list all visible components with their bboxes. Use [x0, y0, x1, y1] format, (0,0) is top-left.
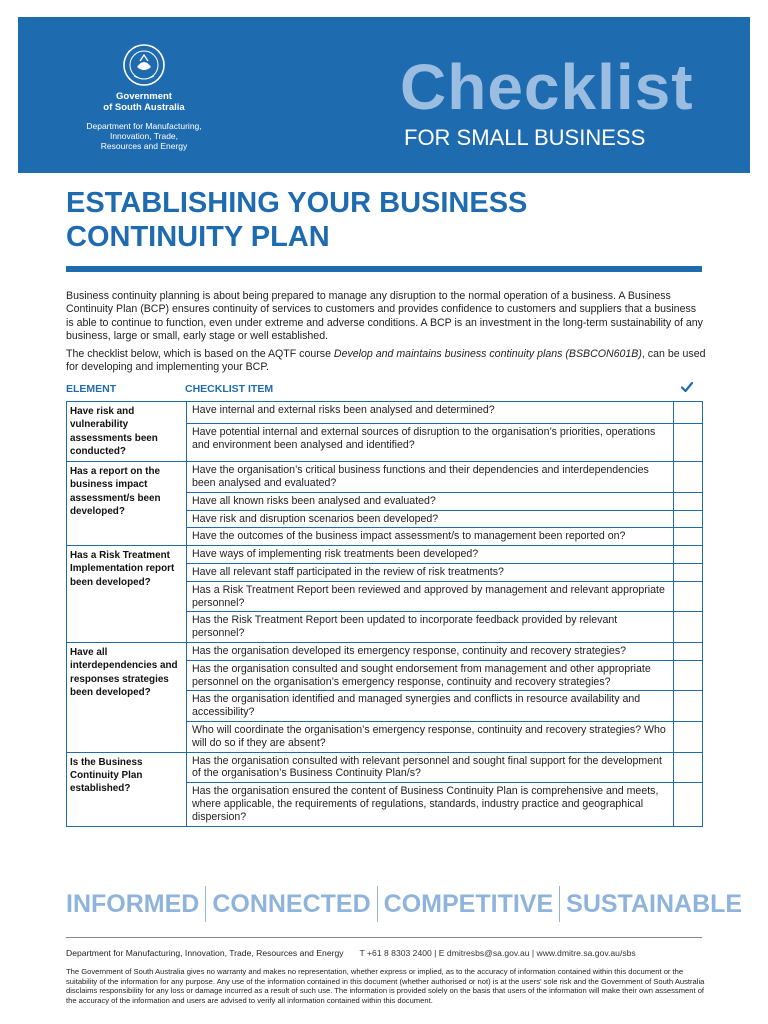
intro-paragraph-2 — [66, 348, 706, 375]
checklist-item-cell: Has the organisation developed its emergency response, continuity and recovery strategies? — [187, 642, 674, 660]
checklist-item-cell: Who will coordinate the organisation’s emergency response, continuity and recovery strategies? Who will do so if they are absent? — [187, 721, 674, 752]
checklist-item-cell: Has the Risk Treatment Report been updated to incorporate feedback provided by relevant personnel? — [187, 612, 674, 643]
title-line2: CONTINUITY PLAN — [66, 221, 330, 253]
value-informed: INFORMED — [66, 890, 200, 918]
gov-name-line1: Government — [116, 91, 172, 102]
checkbox-cell[interactable] — [674, 563, 703, 581]
checklist-item-cell: Has the organisation consulted and sought endorsement from management and other appropriate personnel on the organisation’s emergency response, continuity and recovery strategies? — [187, 660, 674, 691]
intro-p2-before: The checklist below, which is based on the AQTF course — [66, 348, 334, 361]
gov-name-line2: of South Australia — [103, 102, 185, 113]
department-name — [80, 121, 208, 151]
checkbox-cell[interactable] — [674, 581, 703, 612]
table-row — [67, 402, 703, 424]
checkbox-cell[interactable] — [674, 721, 703, 752]
sa-government-seal-icon — [122, 43, 166, 87]
checklist-item-cell: Have the organisation’s critical business functions and their dependencies and interdependencies been analysed and evaluated? — [187, 462, 674, 493]
checklist-item-cell: Has the organisation consulted with relevant personnel and sought final support for the development of the organisation’s Business Continuity Plan/s? — [187, 752, 674, 783]
element-cell: Has a Risk Treatment Implementation report been developed? — [67, 546, 187, 643]
column-header-checklist-item: CHECKLIST ITEM — [185, 383, 274, 395]
checkbox-cell[interactable] — [674, 691, 703, 722]
checkbox-cell[interactable] — [674, 546, 703, 564]
value-sustainable: SUSTAINABLE — [566, 890, 743, 918]
checkbox-cell[interactable] — [674, 783, 703, 826]
checklist-item-cell: Have potential internal and external sources of disruption to the organisation’s priorities, operations and environment been analysed and identified? — [187, 424, 674, 462]
checklist-item-cell: Have the outcomes of the business impact assessment/s to management been reported on? — [187, 528, 674, 546]
element-cell: Have risk and vulnerability assessments been conducted? — [67, 402, 187, 462]
government-name — [80, 91, 208, 113]
value-competitive: COMPETITIVE — [383, 890, 554, 918]
checklist-item-cell: Has the organisation identified and managed synergies and conflicts in resource availability and accessibility? — [187, 691, 674, 722]
footer-divider — [66, 937, 702, 938]
checkbox-cell[interactable] — [674, 492, 703, 510]
disclaimer: The Government of South Australia gives no warranty and makes no representation, whether express or implied, as to the accuracy of information contained within this document or the suitability of the information for any purpose. Any use of the information contained in this document (whether authorised or not) is at the users’ sole risk and the Government of South Australia disclaims responsibility for any loss or damage incurred as a result of such use. The information is provided solely on the basis that users of the information will make their own assessment of the accuracy of the information and users are advised to verify all information contained within this document. — [66, 967, 705, 1005]
intro-text — [66, 290, 706, 380]
table-row — [67, 642, 703, 660]
checklist-item-cell: Has a Risk Treatment Report been reviewed and approved by management and relevant appropriate personnel? — [187, 581, 674, 612]
element-cell: Have all interdependencies and responses strategies been developed? — [67, 642, 187, 752]
column-header-element: ELEMENT — [66, 383, 117, 395]
element-cell: Has a report on the business impact assessment/s been developed? — [67, 462, 187, 546]
value-connected: CONNECTED — [212, 890, 371, 918]
checklist-item-cell: Have ways of implementing risk treatments been developed? — [187, 546, 674, 564]
dept-line3: Resources and Energy — [100, 141, 188, 151]
title-line1: ESTABLISHING YOUR BUSINESS — [66, 187, 528, 219]
checkbox-cell[interactable] — [674, 642, 703, 660]
table-row — [67, 546, 703, 564]
checkmark-icon — [680, 380, 694, 394]
checkbox-cell[interactable] — [674, 752, 703, 783]
checkbox-cell[interactable] — [674, 402, 703, 424]
checklist-item-cell: Have all known risks been analysed and evaluated? — [187, 492, 674, 510]
document-title — [66, 186, 706, 254]
title-divider — [66, 266, 702, 272]
values-strip — [66, 886, 748, 922]
checkbox-cell[interactable] — [674, 510, 703, 528]
checklist-item-cell: Has the organisation ensured the content of Business Continuity Plan is comprehensive and meets, where applicable, the requirements of regulations, standards, industry practice and geographical dispersion? — [187, 783, 674, 826]
checkbox-cell[interactable] — [674, 528, 703, 546]
checklist-item-cell: Have risk and disruption scenarios been developed? — [187, 510, 674, 528]
checkbox-cell[interactable] — [674, 612, 703, 643]
element-cell: Is the Business Continuity Plan established? — [67, 752, 187, 826]
intro-paragraph-1: Business continuity planning is about being prepared to manage any disruption to the normal operation of a business. A Business Continuity Plan (BCP) ensures continuity of services to customers and provides confidence to customers and suppliers that a business is able to continue to function, even under extreme and adverse conditions. A BCP is an investment in the long-term sustainability of any business, large or small, early stage or well established. — [66, 290, 703, 342]
table-row — [67, 752, 703, 783]
dept-line1: Department for Manufacturing, — [86, 121, 202, 131]
footer-department: Department for Manufacturing, Innovation, Trade, Resources and Energy — [66, 948, 344, 958]
checkbox-cell[interactable] — [674, 462, 703, 493]
intro-p2-after: , can be used for developing and implementing your BCP. — [66, 348, 706, 374]
dept-line2: Innovation, Trade, — [109, 131, 179, 141]
checklist-heading: Checklist — [400, 51, 694, 123]
course-name: Develop and maintains business continuity plans (BSBCON601B) — [333, 348, 642, 361]
checklist-item-cell: Have internal and external risks been analysed and determined? — [187, 402, 674, 424]
footer-contact[interactable]: T +61 8 8303 2400 | E dmitresbs@sa.gov.au | www.dmitre.sa.gov.au/sbs — [359, 948, 636, 958]
header-banner — [18, 17, 750, 173]
checklist-item-cell: Have all relevant staff participated in the review of risk treatments? — [187, 563, 674, 581]
checklist-table — [66, 401, 703, 827]
government-logo — [80, 43, 208, 151]
checklist-subtitle: FOR SMALL BUSINESS — [404, 125, 646, 150]
checkbox-cell[interactable] — [674, 424, 703, 462]
table-row — [67, 462, 703, 493]
footer-contact-line — [66, 948, 706, 958]
checkbox-cell[interactable] — [674, 660, 703, 691]
